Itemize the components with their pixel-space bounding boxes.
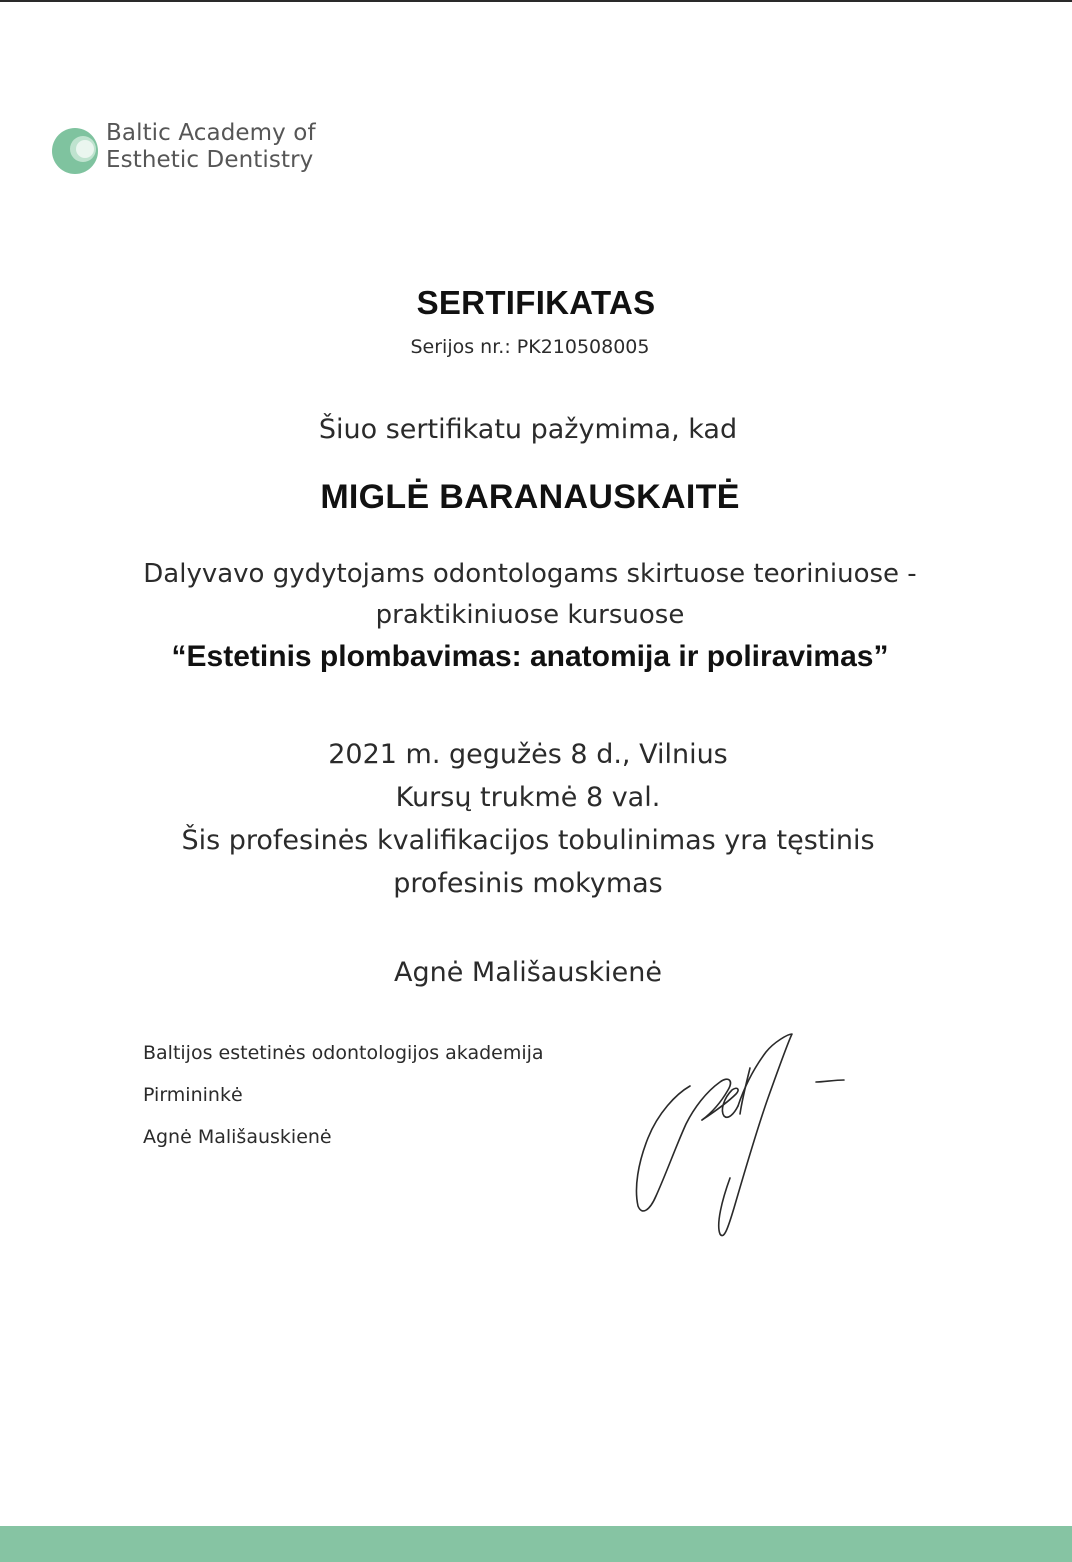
- signer-name: Agnė Mališauskienė: [143, 1126, 332, 1148]
- academy-logo: [50, 118, 370, 188]
- participation-line-2: praktikiniuose kursuose: [375, 600, 685, 630]
- course-title: “Estetinis plombavimas: anatomija ir poliravimas”: [171, 640, 889, 673]
- serial-number: Serijos nr.: PK210508005: [410, 336, 650, 358]
- qualification-note-line-1: Šis profesinės kvalifikacijos tobulinimas yra tęstinis: [181, 825, 875, 856]
- participation-line-1: Dalyvavo gydytojams odontologams skirtuose teoriniuose -: [143, 559, 917, 589]
- qualification-note-line-2: profesinis mokymas: [393, 868, 663, 899]
- footer-band: [0, 1526, 1072, 1562]
- logo-line-1: Baltic Academy of: [106, 120, 316, 146]
- signer-block: [143, 1032, 544, 1158]
- signer-position: Pirmininkė: [143, 1084, 243, 1106]
- logo-line-2: Esthetic Dentistry: [106, 147, 314, 173]
- signer-organization: Baltijos estetinės odontologijos akademija: [143, 1042, 544, 1064]
- course-details: [0, 733, 1064, 905]
- crescent-circle-icon: [50, 126, 100, 176]
- signer-name-centered: Agnė Mališauskienė: [393, 957, 663, 988]
- handwritten-signature: [628, 1028, 858, 1243]
- recipient-name: MIGLĖ BARANAUSKAITĖ: [320, 478, 740, 516]
- date-place: 2021 m. gegužės 8 d., Vilnius: [328, 739, 728, 770]
- participation-text: [0, 554, 1066, 677]
- course-duration: Kursų trukmė 8 val.: [395, 782, 661, 813]
- certificate-intro: Šiuo sertifikatu pažymima, kad: [318, 414, 738, 445]
- top-border: [0, 0, 1072, 2]
- certificate-title: SERTIFIKATAS: [416, 284, 656, 321]
- logo-wordmark: [106, 120, 316, 174]
